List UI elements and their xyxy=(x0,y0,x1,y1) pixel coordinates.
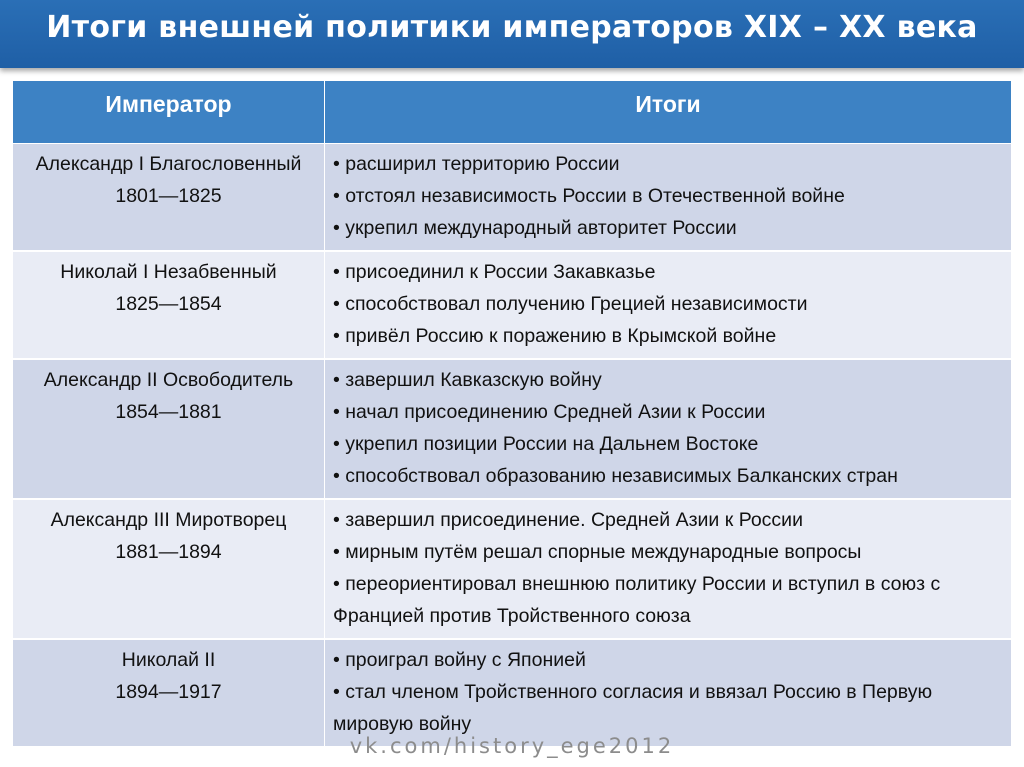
header-emperor-label: Император xyxy=(105,91,232,117)
page-title: Итоги внешней политики императоров XIX – XX века xyxy=(46,10,978,45)
result-item: • привёл Россию к поражению в Крымской войне xyxy=(333,325,777,347)
emperor-cell xyxy=(13,359,325,499)
result-item: • отстоял независимость России в Отечественной войне xyxy=(333,185,845,207)
result-item: • расширил территорию России xyxy=(333,153,620,175)
header-results xyxy=(325,81,1012,144)
results-cell xyxy=(325,144,1012,252)
emperor-name: Николай II xyxy=(121,649,216,671)
emperor-name: Александр I Благословенный xyxy=(35,153,302,175)
title-bar xyxy=(0,0,1024,68)
emperor-name: Александр III Миротворец xyxy=(50,509,287,531)
result-item: • завершил Кавказскую войну xyxy=(333,369,602,391)
result-item: • переориентировал внешнюю политику России и вступил в союз с Францией против Тройственного союза xyxy=(333,573,941,627)
table-row xyxy=(13,359,1012,499)
results-cell xyxy=(325,251,1012,359)
result-item: • мирным путём решал спорные международные вопросы xyxy=(333,541,862,563)
emperor-cell xyxy=(13,499,325,639)
table-header-row xyxy=(13,81,1012,144)
emperors-table xyxy=(12,80,1012,748)
table-row xyxy=(13,144,1012,252)
header-results-label: Итоги xyxy=(635,91,701,117)
result-item: • укрепил позиции России на Дальнем Востоке xyxy=(333,433,759,455)
result-item: • стал членом Тройственного согласия и ввязал Россию в Первую мировую войну xyxy=(333,681,933,735)
emperor-years: 1854—1881 xyxy=(115,401,222,423)
results-cell xyxy=(325,359,1012,499)
result-item: • начал присоединению Средней Азии к России xyxy=(333,401,766,423)
emperor-years: 1825—1854 xyxy=(115,293,222,315)
table-row xyxy=(13,251,1012,359)
result-item: • присоединил к России Закавказье xyxy=(333,261,656,283)
table-row xyxy=(13,499,1012,639)
emperor-cell xyxy=(13,144,325,252)
emperor-years: 1881—1894 xyxy=(115,541,222,563)
results-cell xyxy=(325,639,1012,747)
emperor-cell xyxy=(13,639,325,747)
result-item: • способствовал образованию независимых Балканских стран xyxy=(333,465,898,487)
result-item: • проиграл войну с Японией xyxy=(333,649,586,671)
results-cell xyxy=(325,499,1012,639)
emperor-name: Николай I Незабвенный xyxy=(60,261,277,283)
emperor-years: 1801—1825 xyxy=(115,185,222,207)
table-row xyxy=(13,639,1012,747)
emperor-cell xyxy=(13,251,325,359)
result-item: • способствовал получению Грецией независимости xyxy=(333,293,808,315)
footer-source-link: vk.com/history_ege2012 xyxy=(349,734,675,758)
emperor-years: 1894—1917 xyxy=(115,681,222,703)
header-emperor xyxy=(13,81,325,144)
emperor-name: Александр II Освободитель xyxy=(43,369,294,391)
result-item: • укрепил международный авторитет России xyxy=(333,217,737,239)
result-item: • завершил присоединение. Средней Азии к России xyxy=(333,509,803,531)
